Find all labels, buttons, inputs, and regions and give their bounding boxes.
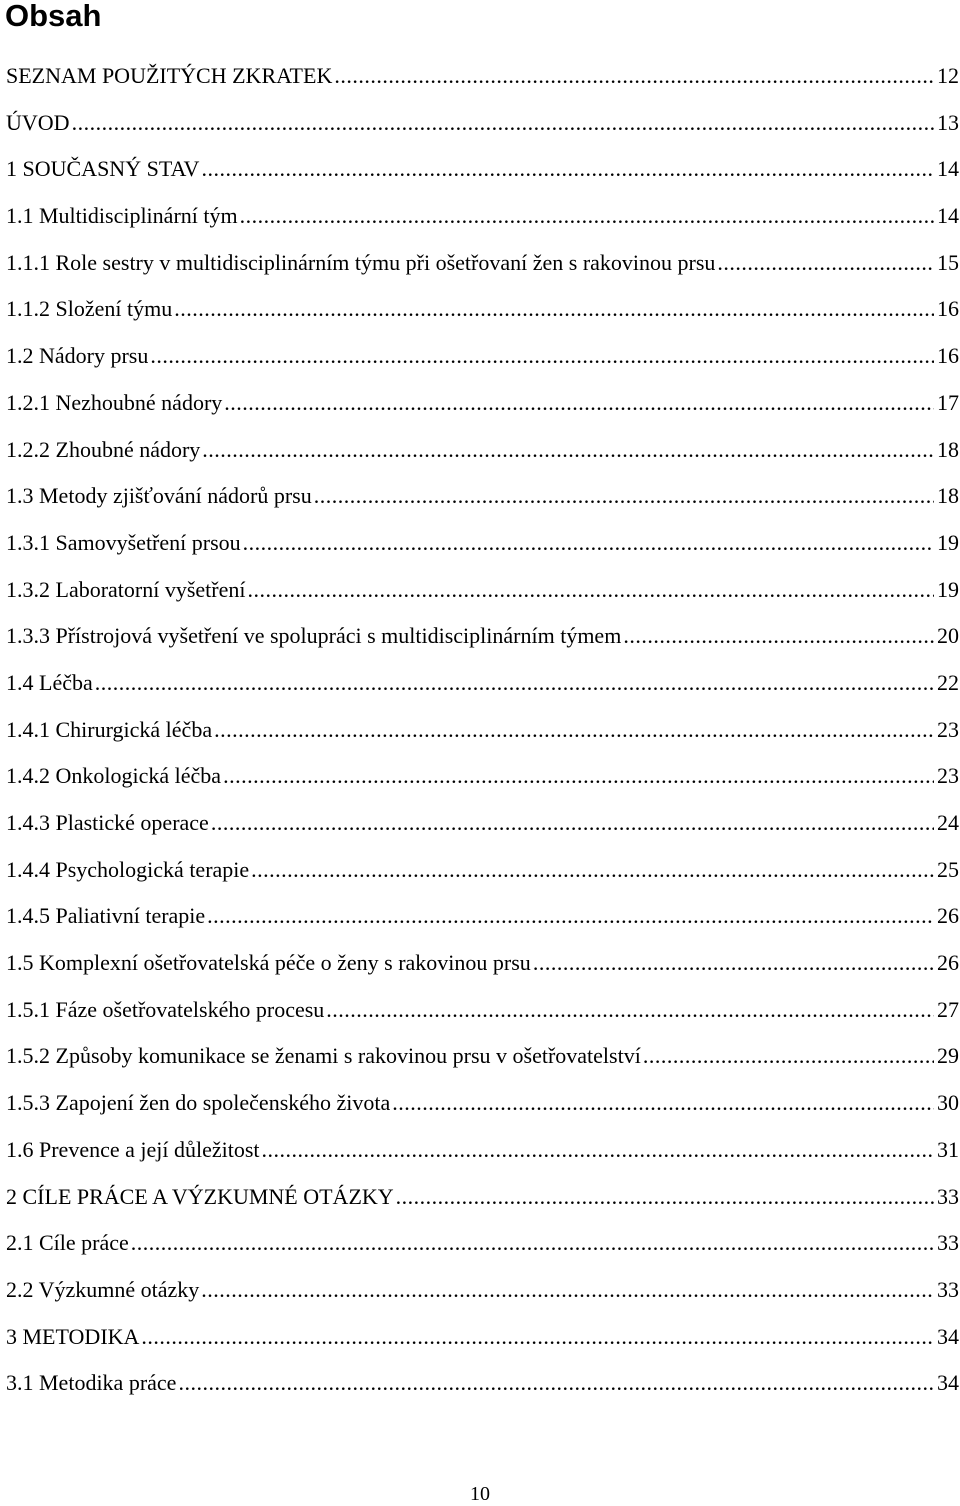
toc-leader-dots: [223, 753, 934, 800]
toc-leader-dots: [240, 193, 934, 240]
toc-entry[interactable]: [6, 1360, 959, 1407]
toc-leader-dots: [141, 1314, 934, 1361]
toc-entry-label: 3 METODIKA: [6, 1323, 140, 1349]
toc-entry[interactable]: [6, 380, 959, 427]
toc-entry[interactable]: [6, 1314, 959, 1361]
toc-leader-dots: [643, 1033, 934, 1080]
toc-entry[interactable]: [6, 427, 959, 474]
toc-entry-page: 18: [937, 483, 959, 509]
toc-entry-page: 27: [937, 996, 959, 1022]
toc-leader-dots: [178, 1360, 934, 1407]
toc-leader-dots: [131, 1220, 934, 1267]
toc-leader-dots: [202, 427, 934, 474]
toc-entry-label: 1.4.5 Paliativní terapie: [6, 903, 206, 929]
toc-leader-dots: [150, 333, 934, 380]
toc-entry[interactable]: [6, 1220, 959, 1267]
toc-entry-page: 22: [937, 669, 959, 695]
toc-entry-page: 16: [937, 343, 959, 369]
toc-entry-label: 1.4 Léčba: [6, 669, 93, 695]
toc-leader-dots: [201, 146, 934, 193]
toc-entry-label: 1.3 Metody zjišťování nádorů prsu: [6, 483, 312, 509]
toc-entry[interactable]: [6, 1080, 959, 1127]
toc-entry-page: 13: [937, 109, 959, 135]
toc-leader-dots: [211, 800, 934, 847]
toc-entry-label: 1.4.4 Psychologická terapie: [6, 856, 250, 882]
toc-entry-label: 1 SOUČASNÝ STAV: [6, 156, 200, 182]
toc-entry[interactable]: [6, 100, 959, 147]
toc-entry-label: 2.2 Výzkumné otázky: [6, 1276, 200, 1302]
toc-entry-label: 2 CÍLE PRÁCE A VÝZKUMNÉ OTÁZKY: [6, 1183, 394, 1209]
toc-entry[interactable]: [6, 286, 959, 333]
toc-entry-page: 17: [937, 389, 959, 415]
toc-entry[interactable]: [6, 847, 959, 894]
toc-entry-label: 1.2.1 Nezhoubné nádory: [6, 389, 223, 415]
toc-entry[interactable]: [6, 800, 959, 847]
toc-leader-dots: [717, 240, 934, 287]
toc-entry-label: SEZNAM POUŽITÝCH ZKRATEK: [6, 63, 333, 88]
toc-leader-dots: [72, 100, 934, 147]
toc-entry[interactable]: [6, 893, 959, 940]
toc-leader-dots: [207, 893, 934, 940]
toc-leader-dots: [314, 473, 934, 520]
toc-entry-page: 29: [937, 1043, 959, 1069]
toc-entry-label: 1.5.2 Způsoby komunikace se ženami s rakovinou prsu v ošetřovatelství: [6, 1043, 641, 1069]
toc-entry-page: 34: [937, 1323, 959, 1349]
toc-entry-label: 1.3.1 Samovyšetření prsou: [6, 529, 241, 555]
toc-leader-dots: [533, 940, 934, 987]
toc-entry[interactable]: [6, 1127, 959, 1174]
toc-entry-page: 26: [937, 950, 959, 976]
toc-entry-label: 1.2.2 Zhoubné nádory: [6, 436, 201, 462]
toc-entry[interactable]: [6, 1267, 959, 1314]
toc-entry-page: 12: [937, 63, 959, 88]
toc-entry-page: 33: [937, 1276, 959, 1302]
toc-entry-page: 19: [937, 529, 959, 555]
toc-entry[interactable]: [6, 753, 959, 800]
toc-entry-page: 23: [937, 716, 959, 742]
toc-entry[interactable]: [6, 193, 959, 240]
toc-entry-label: 1.2 Nádory prsu: [6, 343, 149, 369]
toc-entry-label: 1.4.1 Chirurgická léčba: [6, 716, 213, 742]
toc-entry-label: 1.1.2 Složení týmu: [6, 296, 173, 322]
toc-entry-page: 18: [937, 436, 959, 462]
toc-entry[interactable]: [6, 333, 959, 380]
toc-entry-page: 31: [937, 1136, 959, 1162]
page-number: 10: [470, 1483, 490, 1505]
toc-entry-label: 1.5.1 Fáze ošetřovatelského procesu: [6, 996, 325, 1022]
toc-leader-dots: [396, 1174, 934, 1221]
toc-entry-page: 33: [937, 1230, 959, 1256]
toc-entry[interactable]: [6, 613, 959, 660]
toc-entry[interactable]: [6, 520, 959, 567]
table-of-contents: [6, 53, 959, 1407]
toc-leader-dots: [224, 380, 934, 427]
toc-leader-dots: [392, 1080, 934, 1127]
toc-leader-dots: [262, 1127, 934, 1174]
toc-entry[interactable]: [6, 660, 959, 707]
toc-leader-dots: [243, 520, 934, 567]
toc-entry-label: 1.3.2 Laboratorní vyšetření: [6, 576, 246, 602]
toc-entry-page: 25: [937, 856, 959, 882]
toc-leader-dots: [623, 613, 934, 660]
toc-leader-dots: [201, 1267, 934, 1314]
toc-entry-page: 23: [937, 763, 959, 789]
toc-entry-page: 14: [937, 156, 959, 182]
toc-entry-page: 20: [937, 623, 959, 649]
toc-entry-label: 1.5.3 Zapojení žen do společenského života: [6, 1090, 391, 1116]
toc-entry-page: 24: [937, 810, 959, 835]
toc-entry-page: 19: [937, 576, 959, 602]
toc-entry-page: 14: [937, 203, 959, 229]
toc-leader-dots: [174, 286, 934, 333]
toc-leader-dots: [248, 567, 935, 614]
toc-leader-dots: [326, 987, 934, 1034]
toc-entry-label: 1.1.1 Role sestry v multidisciplinárním týmu při ošetřovaní žen s rakovinou prsu: [6, 249, 716, 275]
toc-entry-page: 26: [937, 903, 959, 929]
toc-entry-page: 15: [937, 249, 959, 275]
toc-entry-label: 1.4.2 Onkologická léčba: [6, 763, 222, 789]
toc-entry[interactable]: [6, 53, 959, 100]
toc-entry-page: 30: [937, 1090, 959, 1116]
toc-entry[interactable]: [6, 987, 959, 1034]
toc-entry[interactable]: [6, 146, 959, 193]
toc-leader-dots: [334, 53, 934, 100]
toc-entry-label: ÚVOD: [6, 109, 70, 135]
toc-entry-label: 1.1 Multidisciplinární tým: [6, 203, 238, 229]
toc-entry[interactable]: [6, 473, 959, 520]
toc-leader-dots: [214, 707, 934, 754]
toc-entry-page: 34: [937, 1370, 959, 1396]
toc-entry-label: 1.4.3 Plastické operace: [6, 810, 209, 835]
toc-entry[interactable]: [6, 1174, 959, 1221]
toc-entry-page: 16: [937, 296, 959, 322]
toc-entry-label: 1.6 Prevence a její důležitost: [6, 1136, 260, 1162]
toc-leader-dots: [95, 660, 934, 707]
toc-entry-label: 3.1 Metodika práce: [6, 1370, 177, 1396]
toc-entry-label: 1.3.3 Přístrojová vyšetření ve spolupráci s multidisciplinárním týmem: [6, 623, 622, 649]
toc-entry[interactable]: [6, 940, 959, 987]
toc-entry[interactable]: [6, 1033, 959, 1080]
toc-entry[interactable]: [6, 240, 959, 287]
toc-leader-dots: [251, 847, 934, 894]
toc-entry-label: 1.5 Komplexní ošetřovatelská péče o ženy s rakovinou prsu: [6, 950, 531, 976]
toc-entry-label: 2.1 Cíle práce: [6, 1230, 129, 1256]
toc-entry[interactable]: [6, 567, 959, 614]
toc-entry-page: 33: [937, 1183, 959, 1209]
page-title: Obsah: [5, 0, 102, 33]
toc-entry[interactable]: [6, 707, 959, 754]
